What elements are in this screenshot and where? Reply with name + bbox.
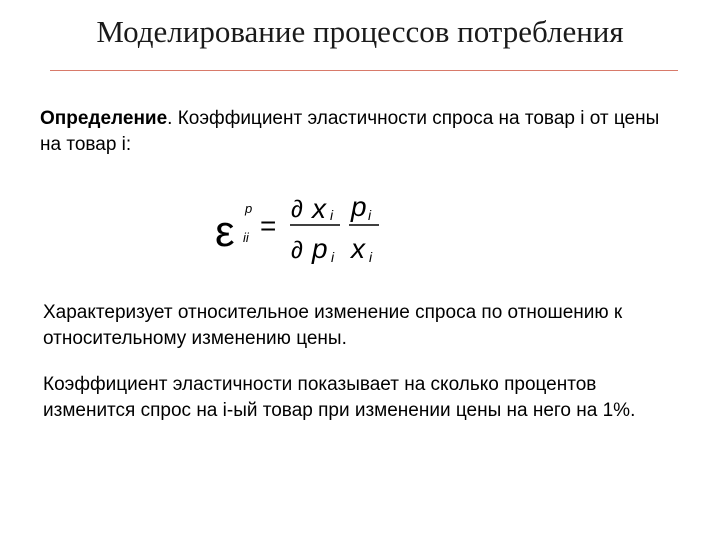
interpretation-paragraph: Коэффициент эластичности показывает на сколько процентов изменится спрос на i-ый товар при изменении цены на него на 1%. — [43, 374, 636, 421]
partial-numerator: ∂ — [291, 196, 303, 223]
characterization-paragraph: Характеризует относительное изменение спроса по отношению к относительному изменению цены. — [43, 302, 623, 349]
slide-title: Моделирование процессов потребления — [96, 14, 624, 49]
formula-svg — [205, 180, 405, 280]
elasticity-formula — [205, 180, 405, 280]
definition-text: . Коэффициент эластичности спроса на товар i от цены на товар i: — [40, 108, 660, 155]
den2-variable: x — [351, 233, 365, 264]
definition-paragraph — [40, 106, 680, 158]
partial-denominator: ∂ — [291, 237, 303, 264]
num2-subscript: i — [368, 207, 372, 223]
num1-subscript: i — [330, 207, 334, 223]
num1-variable: x — [312, 193, 326, 224]
den2-subscript: i — [369, 249, 373, 265]
equals-sign: = — [260, 210, 277, 241]
definition-term: Определение — [40, 108, 168, 129]
den1-subscript: i — [331, 249, 335, 265]
epsilon-symbol: ε — [215, 207, 235, 256]
epsilon-subscript: ii — [243, 230, 249, 245]
den1-variable: p — [312, 233, 328, 264]
epsilon-superscript: p — [245, 201, 253, 216]
num2-variable: p — [351, 191, 367, 222]
title-divider — [50, 70, 678, 71]
